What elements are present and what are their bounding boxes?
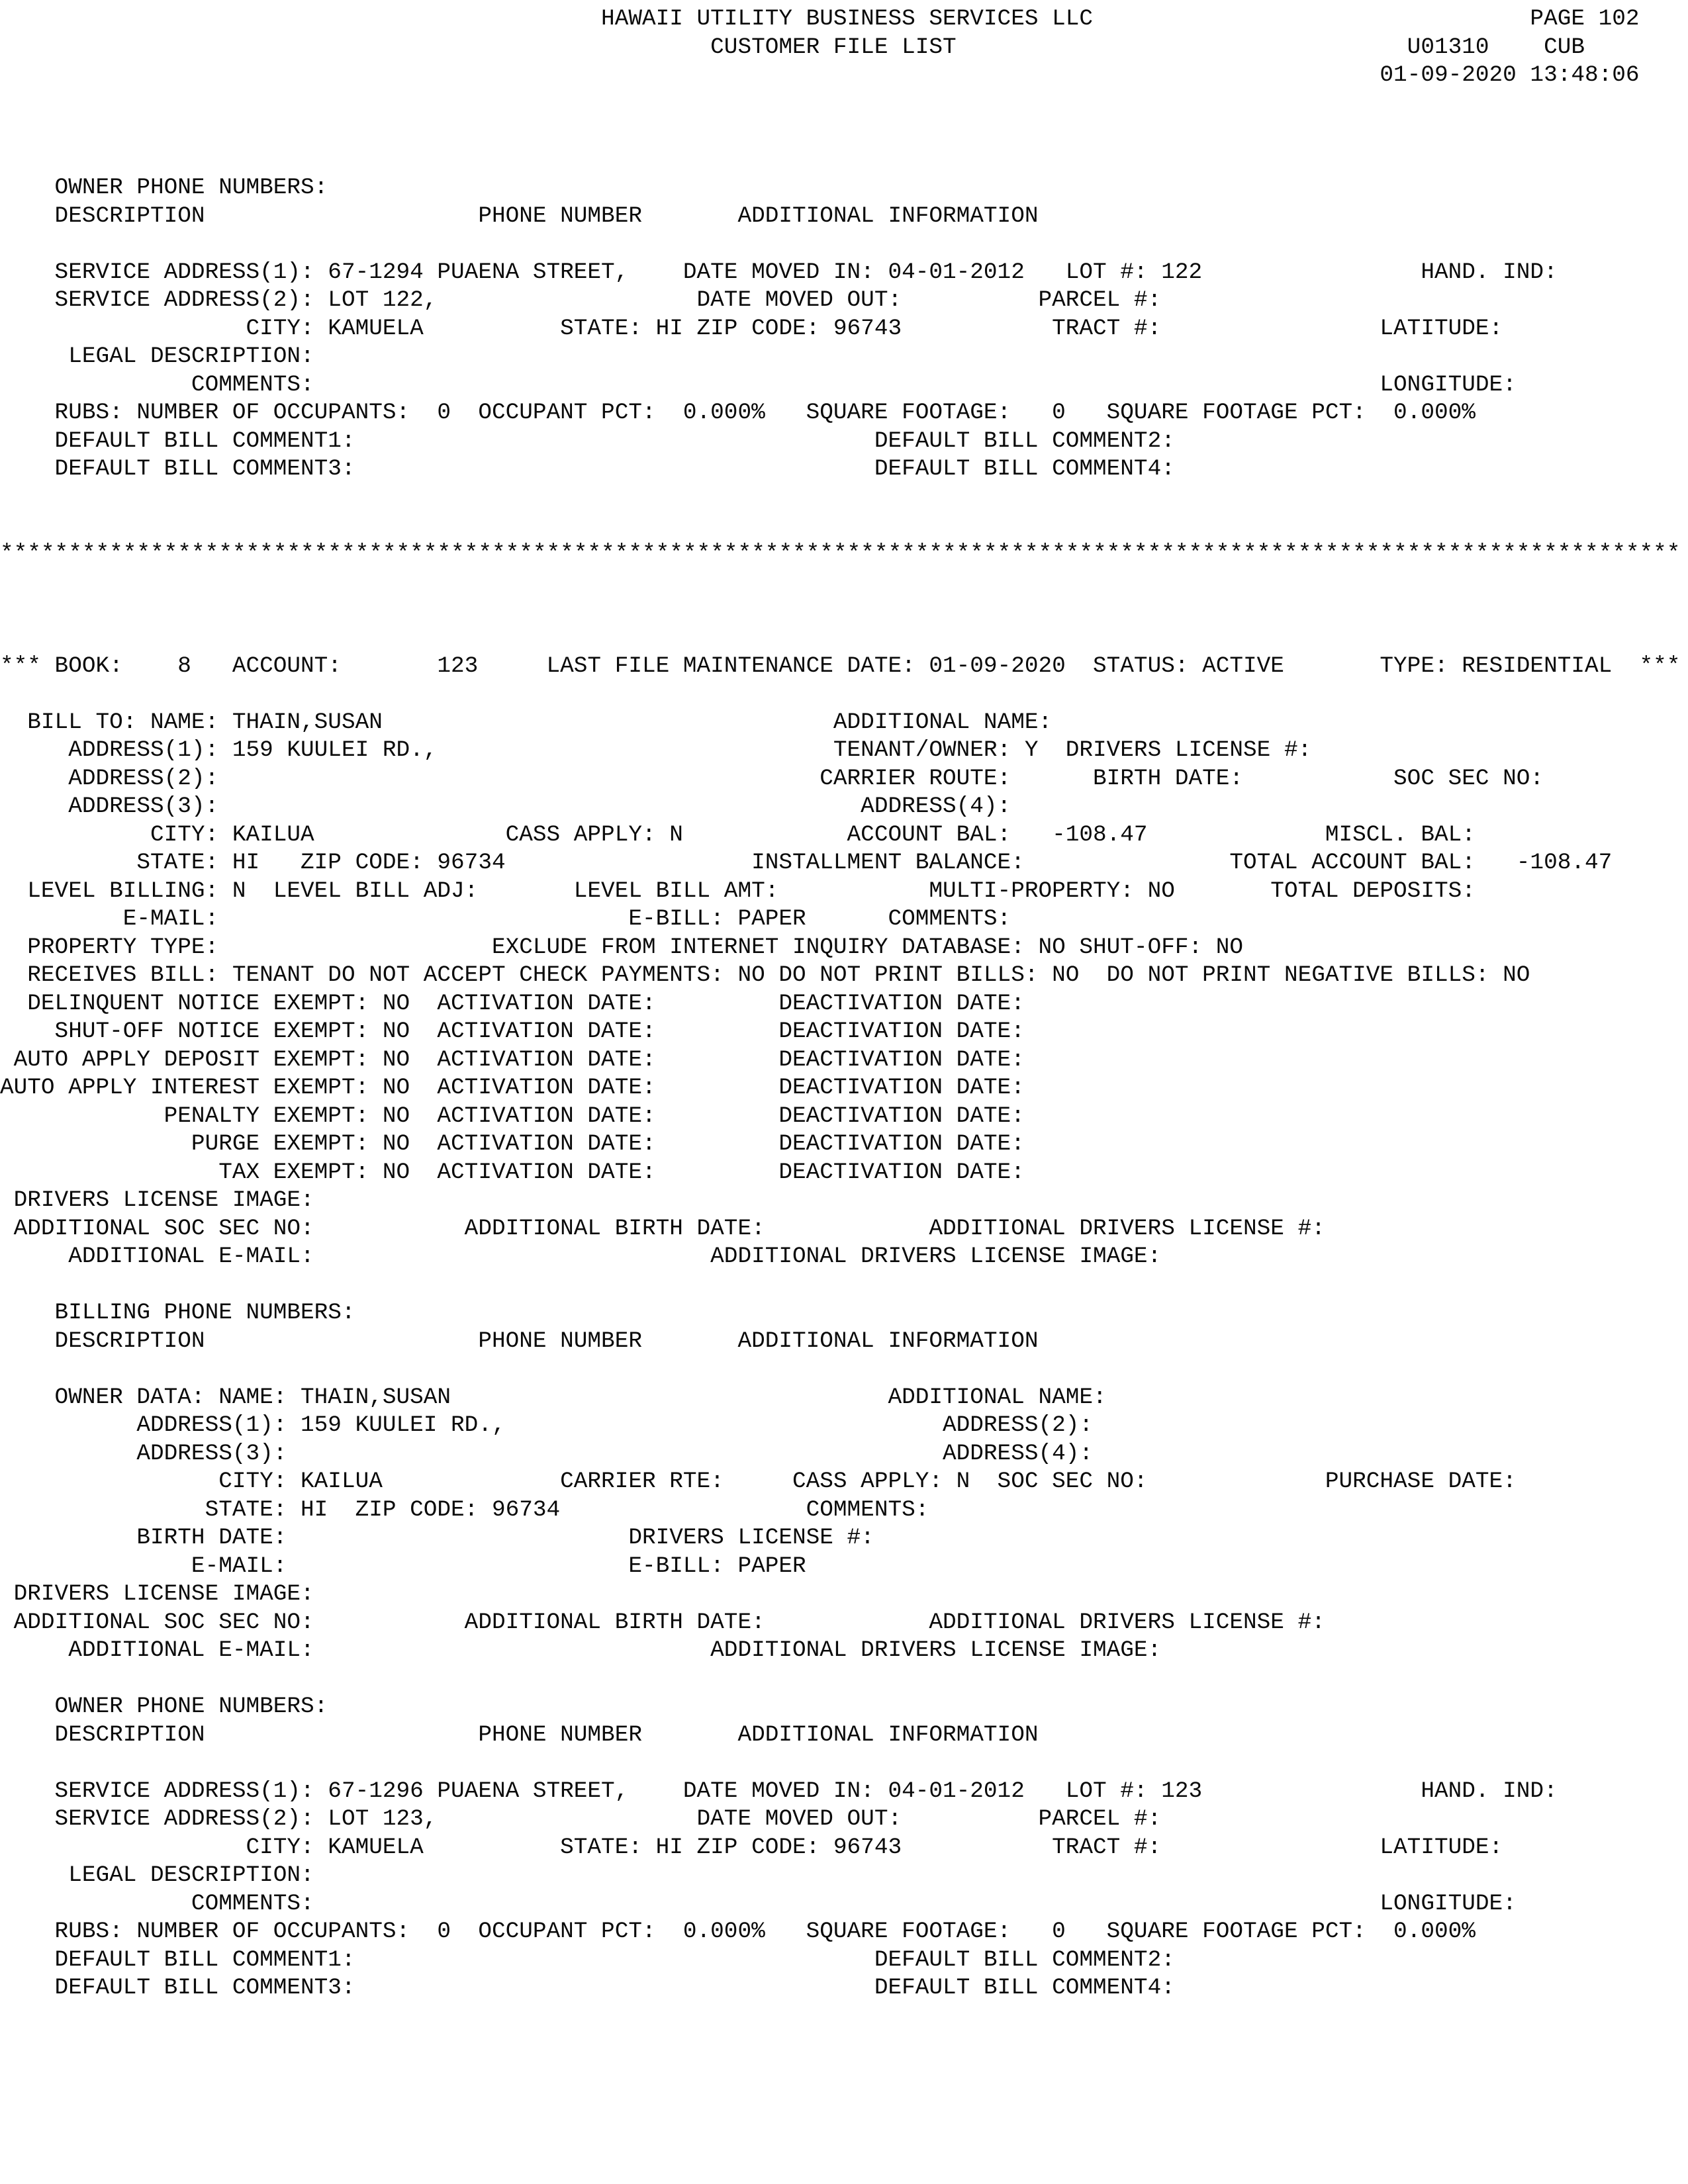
report-line: HAWAII UTILITY BUSINESS SERVICES LLC PAGE 102: [0, 6, 1640, 32]
report-line: *** BOOK: 8 ACCOUNT: 123 LAST FILE MAINTENANCE DATE: 01-09-2020 STATUS: ACTIVE TYPE: RESIDENTIAL ***: [0, 653, 1681, 679]
report-line: SERVICE ADDRESS(2): LOT 122, DATE MOVED OUT: PARCEL #:: [0, 287, 1162, 313]
report-line: [0, 1665, 1688, 1694]
report-line: PROPERTY TYPE: EXCLUDE FROM INTERNET INQUIRY DATABASE: NO SHUT-OFF: NO: [0, 934, 1244, 960]
report-line: RUBS: NUMBER OF OCCUPANTS: 0 OCCUPANT PCT: 0.000% SQUARE FOOTAGE: 0 SQUARE FOOTAGE PCT: 0.000%: [0, 400, 1476, 426]
report-line: CUSTOMER FILE LIST U01310 CUB: [0, 34, 1585, 60]
report-line: SERVICE ADDRESS(1): 67-1296 PUAENA STREET, DATE MOVED IN: 04-01-2012 LOT #: 123 HAND. IND:: [0, 1778, 1558, 1804]
report-line: [0, 1355, 1688, 1384]
report-line: E-MAIL: E-BILL: PAPER: [0, 1553, 806, 1579]
report-line: [0, 90, 1688, 118]
report-line: PURGE EXEMPT: NO ACTIVATION DATE: DEACTIVATION DATE:: [0, 1131, 1025, 1157]
report-line: ADDITIONAL E-MAIL: ADDITIONAL DRIVERS LICENSE IMAGE:: [0, 1637, 1162, 1663]
report-line: DRIVERS LICENSE IMAGE:: [0, 1581, 314, 1607]
report-line: CITY: KAILUA CARRIER RTE: CASS APPLY: N SOC SEC NO: PURCHASE DATE:: [0, 1469, 1517, 1494]
report-line: CITY: KAMUELA STATE: HI ZIP CODE: 96743 TRACT #: LATITUDE:: [0, 1834, 1503, 1860]
report-line: BIRTH DATE: DRIVERS LICENSE #:: [0, 1525, 874, 1551]
report-line: [0, 568, 1688, 596]
report-line: CITY: KAILUA CASS APPLY: N ACCOUNT BAL: -108.47 MISCL. BAL:: [0, 821, 1476, 848]
report-line: [0, 1271, 1688, 1300]
report-body: [0, 5, 1688, 2003]
report-line: SERVICE ADDRESS(1): 67-1294 PUAENA STREET, DATE MOVED IN: 04-01-2012 LOT #: 122 HAND. IND:: [0, 259, 1558, 285]
report-line: TAX EXEMPT: NO ACTIVATION DATE: DEACTIVATION DATE:: [0, 1159, 1025, 1185]
report-line: STATE: HI ZIP CODE: 96734 COMMENTS:: [0, 1496, 929, 1523]
report-line: ADDITIONAL SOC SEC NO: ADDITIONAL BIRTH DATE: ADDITIONAL DRIVERS LICENSE #:: [0, 1609, 1325, 1635]
report-line: CITY: KAMUELA STATE: HI ZIP CODE: 96743 TRACT #: LATITUDE:: [0, 315, 1503, 341]
report-line: AUTO APPLY INTEREST EXEMPT: NO ACTIVATION DATE: DEACTIVATION DATE:: [0, 1075, 1025, 1101]
report-line: DESCRIPTION PHONE NUMBER ADDITIONAL INFORMATION: [0, 203, 1039, 229]
report-line: DEFAULT BILL COMMENT3: DEFAULT BILL COMMENT4:: [0, 1975, 1175, 2001]
report-line: LEGAL DESCRIPTION:: [0, 1862, 314, 1888]
report-line: COMMENTS: LONGITUDE:: [0, 371, 1517, 398]
report-line: OWNER PHONE NUMBERS:: [0, 1694, 328, 1719]
report-line: BILLING PHONE NUMBERS:: [0, 1300, 355, 1326]
report-line: [0, 596, 1688, 625]
report-line: ADDITIONAL E-MAIL: ADDITIONAL DRIVERS LICENSE IMAGE:: [0, 1244, 1162, 1269]
report-line: DEFAULT BILL COMMENT1: DEFAULT BILL COMMENT2:: [0, 1946, 1175, 1973]
report-line: [0, 146, 1688, 175]
report-line: DEFAULT BILL COMMENT3: DEFAULT BILL COMMENT4:: [0, 456, 1175, 482]
report-line: ADDRESS(1): 159 KUULEI RD., TENANT/OWNER: Y DRIVERS LICENSE #:: [0, 737, 1312, 763]
report-line: DESCRIPTION PHONE NUMBER ADDITIONAL INFORMATION: [0, 1328, 1039, 1354]
report-line: OWNER PHONE NUMBERS:: [0, 175, 328, 201]
report-line: OWNER DATA: NAME: THAIN,SUSAN ADDITIONAL NAME:: [0, 1384, 1107, 1410]
report-line: SHUT-OFF NOTICE EXEMPT: NO ACTIVATION DATE: DEACTIVATION DATE:: [0, 1019, 1025, 1044]
report-line: [0, 512, 1688, 540]
report-line: DESCRIPTION PHONE NUMBER ADDITIONAL INFORMATION: [0, 1721, 1039, 1748]
report-line: DRIVERS LICENSE IMAGE:: [0, 1187, 314, 1213]
report-line: LEGAL DESCRIPTION:: [0, 343, 314, 369]
report-line: DEFAULT BILL COMMENT1: DEFAULT BILL COMMENT2:: [0, 428, 1175, 454]
report-line: [0, 680, 1688, 709]
report-line: [0, 1749, 1688, 1778]
report-line: E-MAIL: E-BILL: PAPER COMMENTS:: [0, 906, 1011, 932]
report-line: PENALTY EXEMPT: NO ACTIVATION DATE: DEACTIVATION DATE:: [0, 1103, 1025, 1129]
report-line: STATE: HI ZIP CODE: 96734 INSTALLMENT BALANCE: TOTAL ACCOUNT BAL: -108.47: [0, 850, 1613, 876]
report-line: [0, 118, 1688, 146]
report-line: SERVICE ADDRESS(2): LOT 123, DATE MOVED OUT: PARCEL #:: [0, 1806, 1162, 1832]
report-line: AUTO APPLY DEPOSIT EXEMPT: NO ACTIVATION DATE: DEACTIVATION DATE:: [0, 1046, 1025, 1073]
report-line: ADDRESS(2): CARRIER ROUTE: BIRTH DATE: SOC SEC NO:: [0, 765, 1544, 792]
report-line: ADDRESS(3): ADDRESS(4):: [0, 1440, 1094, 1467]
report-line: BILL TO: NAME: THAIN,SUSAN ADDITIONAL NAME:: [0, 709, 1053, 735]
report-line: ADDITIONAL SOC SEC NO: ADDITIONAL BIRTH DATE: ADDITIONAL DRIVERS LICENSE #:: [0, 1215, 1325, 1242]
report-line: [0, 624, 1688, 653]
report-line: [0, 484, 1688, 512]
report-line: LEVEL BILLING: N LEVEL BILL ADJ: LEVEL BILL AMT: MULTI-PROPERTY: NO TOTAL DEPOSITS:: [0, 878, 1476, 904]
report-line: COMMENTS: LONGITUDE:: [0, 1890, 1517, 1917]
report-line: RUBS: NUMBER OF OCCUPANTS: 0 OCCUPANT PCT: 0.000% SQUARE FOOTAGE: 0 SQUARE FOOTAGE PCT: 0.000%: [0, 1919, 1476, 1944]
report-line: [0, 230, 1688, 259]
report-line: ***************************************************************************************************************************: [0, 540, 1681, 567]
report-line: RECEIVES BILL: TENANT DO NOT ACCEPT CHECK PAYMENTS: NO DO NOT PRINT BILLS: NO DO NOT PRINT NEGATIVE BILLS: NO: [0, 962, 1530, 988]
report-line: ADDRESS(3): ADDRESS(4):: [0, 794, 1011, 819]
report-line: DELINQUENT NOTICE EXEMPT: NO ACTIVATION DATE: DEACTIVATION DATE:: [0, 990, 1025, 1017]
report-line: 01-09-2020 13:48:06: [0, 62, 1640, 88]
report-line: ADDRESS(1): 159 KUULEI RD., ADDRESS(2):: [0, 1412, 1094, 1438]
